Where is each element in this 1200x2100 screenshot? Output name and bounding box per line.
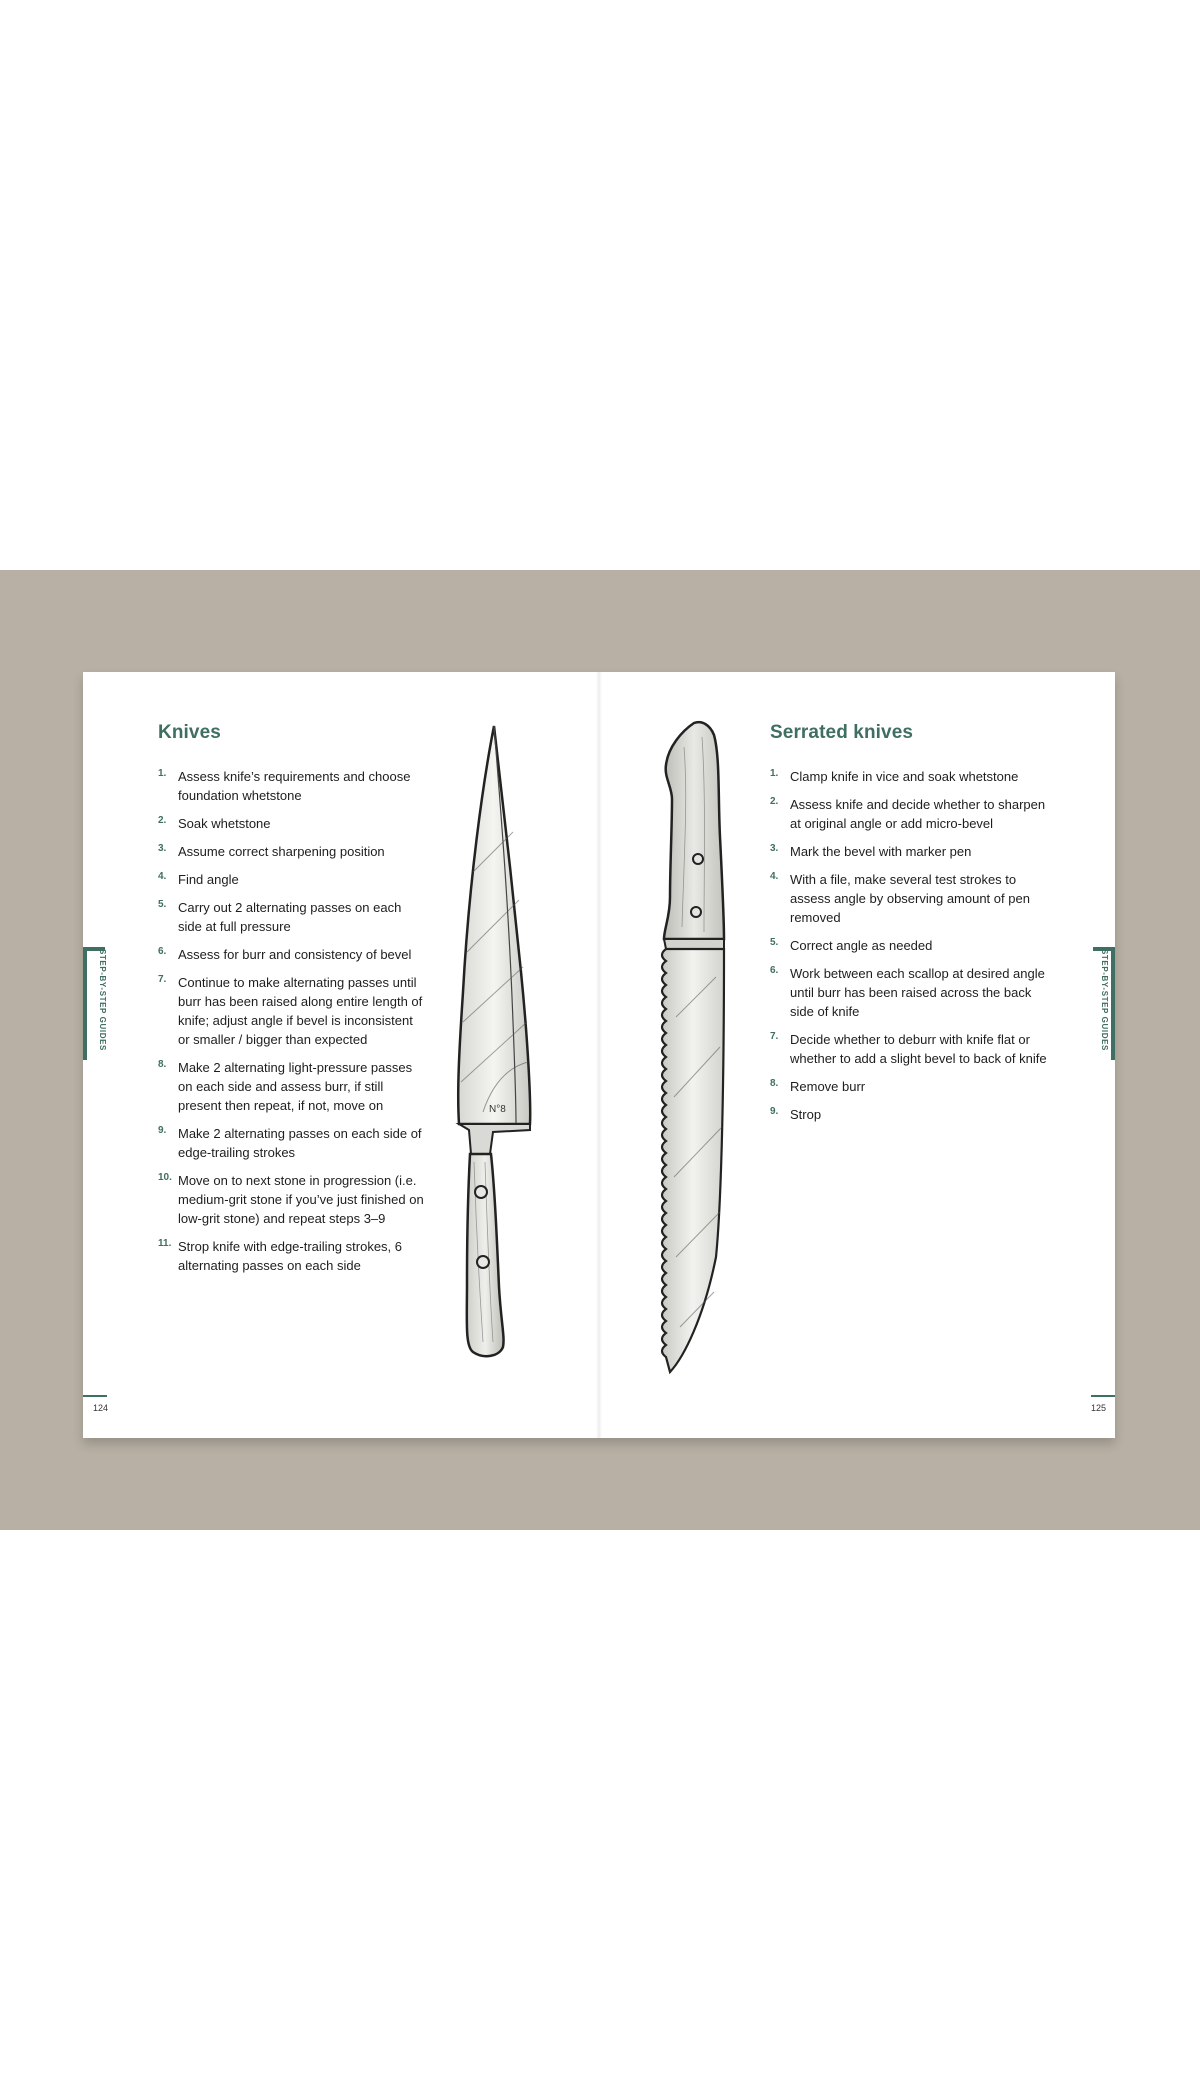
step-text: Strop xyxy=(790,1107,822,1122)
step-item xyxy=(770,795,1050,833)
step-number: 1. xyxy=(770,768,779,779)
step-number: 11. xyxy=(158,1238,172,1249)
step-text: With a file, make several test strokes to assess angle by observing amount of pen removed xyxy=(790,872,1030,925)
step-text: Carry out 2 alternating passes on each side at full pressure xyxy=(178,900,402,934)
right-page xyxy=(599,672,1115,1438)
step-text: Remove burr xyxy=(790,1079,866,1094)
step-item xyxy=(770,1030,1050,1068)
step-text: Mark the bevel with marker pen xyxy=(790,844,972,859)
step-item xyxy=(770,1105,1050,1124)
step-item xyxy=(770,842,1050,861)
side-label-right: STEP-BY-STEP GUIDES xyxy=(1100,949,1109,1051)
step-item xyxy=(770,767,1050,786)
step-item xyxy=(158,1058,428,1115)
step-item xyxy=(770,870,1050,927)
step-number: 6. xyxy=(158,946,167,957)
page-title-right: Serrated knives xyxy=(770,722,914,743)
step-item xyxy=(158,814,428,833)
step-item xyxy=(158,1124,428,1162)
side-tab-left xyxy=(83,947,87,1060)
step-number: 1. xyxy=(158,768,167,779)
step-number: 4. xyxy=(158,871,167,882)
steps-list-right xyxy=(770,767,1050,1133)
page-number-left: 124 xyxy=(93,1403,109,1413)
book-spread xyxy=(83,672,1115,1438)
step-item xyxy=(770,964,1050,1021)
side-tab-right xyxy=(1111,947,1115,1060)
step-number: 2. xyxy=(770,796,779,807)
left-page xyxy=(83,672,599,1438)
step-number: 9. xyxy=(158,1125,167,1136)
step-number: 7. xyxy=(158,974,167,985)
step-item xyxy=(158,870,428,889)
serrated-knife-icon xyxy=(654,717,744,1382)
step-item xyxy=(770,936,1050,955)
step-number: 7. xyxy=(770,1031,779,1042)
step-text: Correct angle as needed xyxy=(790,938,933,953)
step-text: Work between each scallop at desired angle until burr has been raised across the back side of knife xyxy=(790,966,1045,1019)
step-item xyxy=(158,767,428,805)
step-text: Strop knife with edge-trailing strokes, 6 alternating passes on each side xyxy=(178,1239,402,1273)
folio-line-right xyxy=(1091,1395,1115,1397)
step-text: Clamp knife in vice and soak whetstone xyxy=(790,769,1019,784)
step-text: Find angle xyxy=(178,872,239,887)
chef-knife-icon xyxy=(443,722,543,1372)
step-item xyxy=(158,842,428,861)
step-number: 3. xyxy=(770,843,779,854)
step-text: Make 2 alternating light-pressure passes on each side and assess burr, if still present then repeat, if not, move on xyxy=(178,1060,413,1113)
page-number-right: 125 xyxy=(1091,1403,1107,1413)
step-number: 8. xyxy=(770,1078,779,1089)
folio-line-left xyxy=(83,1395,107,1397)
step-item xyxy=(158,1171,428,1228)
step-text: Assess knife and decide whether to sharpen at original angle or add micro-bevel xyxy=(790,797,1046,831)
step-item xyxy=(158,1237,428,1275)
step-number: 5. xyxy=(158,899,167,910)
step-item xyxy=(770,1077,1050,1096)
step-number: 5. xyxy=(770,937,779,948)
step-number: 4. xyxy=(770,871,779,882)
step-text: Assess knife’s requirements and choose foundation whetstone xyxy=(178,769,411,803)
step-number: 2. xyxy=(158,815,167,826)
step-item xyxy=(158,945,428,964)
step-text: Move on to next stone in progression (i.e. medium-grit stone if you’ve just finished on low-grit stone) and repeat steps 3–9 xyxy=(178,1173,424,1226)
page-title-left: Knives xyxy=(158,722,221,743)
step-number: 6. xyxy=(770,965,779,976)
step-text: Decide whether to deburr with knife flat or whether to add a slight bevel to back of knife xyxy=(790,1032,1047,1066)
steps-list-left xyxy=(158,767,428,1284)
step-number: 3. xyxy=(158,843,167,854)
step-text: Continue to make alternating passes until burr has been raised along entire length of knife; adjust angle if bevel is inconsistent or smaller / bigger than expected xyxy=(178,975,423,1047)
knife-stamp: N°8 xyxy=(489,1104,506,1115)
step-item xyxy=(158,898,428,936)
step-number: 8. xyxy=(158,1059,167,1070)
step-text: Assume correct sharpening position xyxy=(178,844,385,859)
step-number: 10. xyxy=(158,1172,172,1183)
step-text: Assess for burr and consistency of bevel xyxy=(178,947,412,962)
side-label-left: STEP-BY-STEP GUIDES xyxy=(98,949,107,1051)
step-item xyxy=(158,973,428,1049)
step-text: Make 2 alternating passes on each side of edge-trailing strokes xyxy=(178,1126,422,1160)
step-number: 9. xyxy=(770,1106,779,1117)
step-text: Soak whetstone xyxy=(178,816,271,831)
